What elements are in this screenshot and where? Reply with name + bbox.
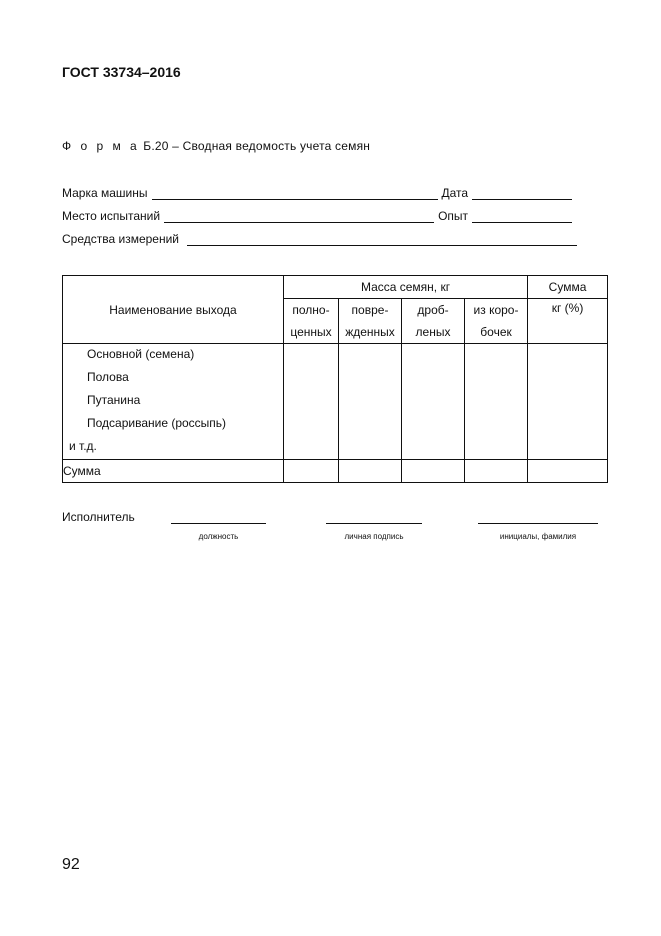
header-sum-top: Сумма [528, 276, 608, 299]
place-input-line[interactable] [164, 210, 434, 223]
place-field-row [62, 207, 576, 223]
list-item: Подсаривание (россыпь) [87, 416, 227, 430]
signature-caption: личная подпись [344, 532, 404, 541]
header-sum-bottom: кг (%) [528, 299, 608, 344]
document-header: ГОСТ 33734–2016 [62, 64, 181, 80]
value-cell[interactable] [465, 344, 528, 460]
name-line[interactable] [478, 523, 598, 524]
total-cell[interactable] [402, 460, 465, 483]
page-number: 92 [62, 856, 80, 873]
value-cell[interactable] [528, 344, 608, 460]
value-cell[interactable] [402, 344, 465, 460]
signature-line[interactable] [326, 523, 422, 524]
table-body-row [63, 344, 608, 460]
seed-summary-table [62, 275, 608, 483]
total-cell[interactable] [465, 460, 528, 483]
table-header-row [63, 276, 608, 299]
trial-input-line[interactable] [472, 210, 572, 223]
instruments-label: Средства измерений [62, 232, 180, 246]
place-label: Место испытаний [62, 209, 161, 223]
total-cell[interactable] [528, 460, 608, 483]
subheader-crushed: дроб- [402, 299, 465, 322]
machine-field-row [62, 184, 576, 200]
subheader-pods: из коро- [465, 299, 528, 322]
value-cell[interactable] [339, 344, 402, 460]
value-cell[interactable] [284, 344, 339, 460]
header-name-column: Наименование выхода [63, 276, 284, 344]
instruments-input-line[interactable] [187, 233, 577, 246]
trial-label: Опыт [438, 209, 469, 223]
list-item: Полова [87, 370, 129, 384]
machine-input-line[interactable] [152, 187, 438, 200]
subheader-damaged-2: жденных [339, 321, 402, 344]
subheader-crushed-2: леных [402, 321, 465, 344]
position-line[interactable] [171, 523, 266, 524]
table-total-row [63, 460, 608, 483]
date-input-line[interactable] [472, 187, 572, 200]
machine-label: Марка машины [62, 186, 148, 200]
list-item: Путанина [87, 393, 141, 407]
subheader-full-2: ценных [284, 321, 339, 344]
row-names-cell [63, 344, 284, 460]
form-caption [62, 139, 370, 153]
total-cell[interactable] [339, 460, 402, 483]
form-prefix: Ф о р м а [62, 139, 140, 153]
total-cell[interactable] [284, 460, 339, 483]
total-label: Сумма [63, 460, 284, 483]
position-caption: должность [198, 532, 239, 541]
subheader-full: полно- [284, 299, 339, 322]
instruments-field-row [62, 230, 581, 246]
executor-label: Исполнитель [62, 510, 135, 524]
subheader-pods-2: бочек [465, 321, 528, 344]
date-label: Дата [441, 186, 469, 200]
subheader-damaged: повре- [339, 299, 402, 322]
form-title: Б.20 – Сводная ведомость учета семян [143, 139, 371, 153]
name-caption: инициалы, фамилия [499, 532, 577, 541]
list-item: Основной (семена) [87, 347, 195, 361]
header-mass-group: Масса семян, кг [284, 276, 528, 299]
list-item: и т.д. [69, 439, 97, 453]
